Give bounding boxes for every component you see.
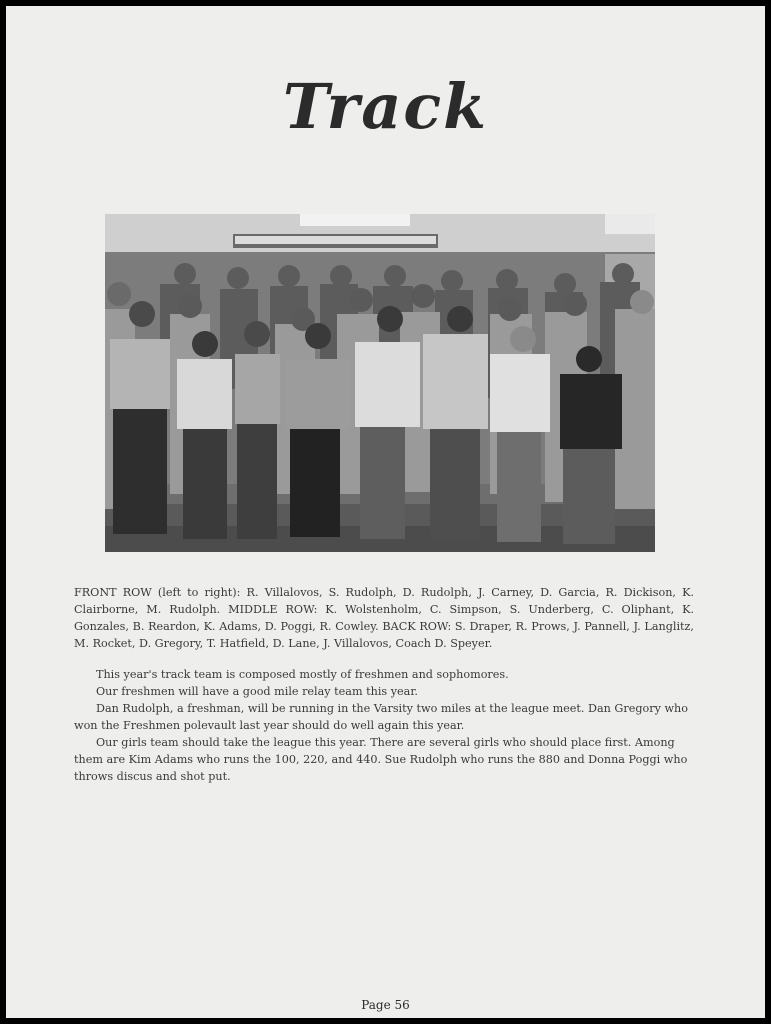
body-paragraph: Dan Rudolph, a freshman, will be running in the Varsity two miles at the league meet. Dan Gregory who won the Freshmen polevault last year should do well again this year. (74, 702, 688, 732)
team-photo (105, 214, 655, 552)
body-paragraph: Our freshmen will have a good mile relay team this year. (96, 685, 418, 698)
page-number: Page 56 (361, 998, 410, 1012)
body-paragraph: This year's track team is composed mostly of freshmen and sophomores. (96, 668, 509, 681)
photo-caption: FRONT ROW (left to right): R. Villalovos, S. Rudolph, D. Rudolph, J. Carney, D. Garcia, R. Dickison, K. Clairborne, M. Rudolph. MIDDLE ROW: K. Wolstenholm, C. Simpson, S. Underberg, C. Oliphant, K. Gonzales, B. Reardon, K. Adams, D. Poggi, R. Cowley. BACK ROW: S. Draper, R. Prows, J. Pannell, J. Langlitz, M. Rocket, D. Gregory, T. Hatfield, D. Lane, J. Villalovos, Coach D. Speyer. (74, 586, 694, 650)
article-body (74, 666, 694, 785)
page-title: Track (282, 70, 489, 143)
body-paragraph: Our girls team should take the league this year. There are several girls who should place first. Among them are Kim Adams who runs the 100, 220, and 440. Sue Rudolph who runs the 880 and Donna Poggi who throws discus and shot put. (74, 736, 688, 783)
